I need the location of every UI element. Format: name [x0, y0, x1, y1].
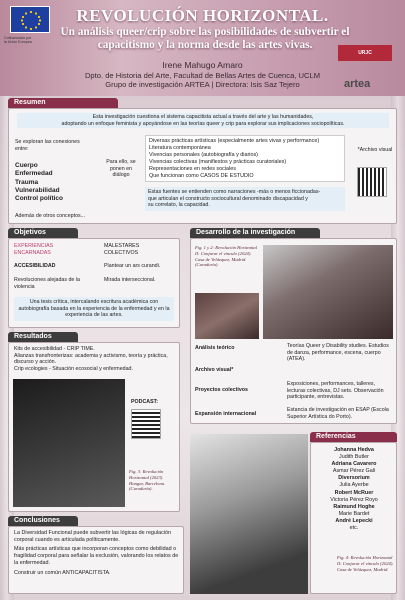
conclusions-list — [14, 530, 180, 576]
conclusion-item: Construir un común ANTICAPACITISTA. — [14, 569, 111, 576]
fig4-caption: Fig. 4: Revolución Horizontal II: Conjurar el vínculo (2024). Casa de Velázquez, Madrid. — [337, 555, 394, 572]
theoretical-analysis-text: Teorías Queer y Disability studies. Estudios de danza, performance, escena, cuerpo (ATEA). — [287, 343, 389, 363]
poster-title: REVOLUCIÓN HORIZONTAL. — [76, 6, 329, 25]
reference-item: Asmar Pérez Gali — [332, 468, 376, 475]
reference-item: etc. — [349, 525, 359, 532]
dialogue-note: Para ello, se ponen en diálogo — [106, 159, 136, 179]
exhibition-photo — [195, 293, 259, 339]
eu-caption-line: Cofinanciado por — [4, 36, 32, 40]
objective-ars-curandi: Plantear un ars curandi. — [104, 263, 161, 269]
fig1-caption: Fig. 1 y 2: Revolución Horizontal II: Conjurar el vínculo (2024). Casa de Velázquez, Madrid. (Curaduría). — [195, 245, 258, 268]
reference-item: Judith Butler — [339, 454, 369, 461]
reference-item: Marie Bardet — [338, 510, 370, 517]
resultados-box — [8, 342, 180, 512]
collective-projects-text: Exposiciones, performances, talleres, lecturas colectivas, DJ sets. Observación participante, entrevistas. — [287, 381, 384, 401]
eu-caption-line: la Unión Europea — [4, 40, 32, 45]
objetivos-heading: Objetivos — [8, 228, 78, 238]
referencias-heading: Referencias — [310, 432, 397, 442]
reference-item: Johanna Hedva — [334, 447, 374, 453]
practice-item: Diversas prácticas artísticas (especialmente artes vivas y performance) — [149, 138, 320, 144]
left-intro: Se exploran las conexiones — [15, 139, 80, 145]
practice-item: Literatura contemporánea — [149, 144, 211, 151]
left-outro: Además de otros conceptos... — [15, 213, 86, 220]
concept-item: Cuerpo — [15, 162, 38, 170]
reference-item: André Lepecki — [335, 517, 373, 524]
resumen-box — [8, 108, 397, 224]
reference-item: Julia Ayerbe — [339, 482, 369, 489]
resumen-intro — [17, 113, 389, 128]
intro-line: Esta investigación cuestiona el sistema capacitista actual a través del arte y las humanidades, — [92, 114, 314, 120]
objetivos-box — [8, 238, 180, 328]
podcast-label: PODCAST: — [131, 399, 159, 405]
objective-revolutions: Revoluciones alejadas de la violencia — [14, 277, 80, 290]
intro-line: adoptando un enfoque feminista y apoyándose en las teorías queer y crip para explorar sus implicaciones sociopolíticas. — [61, 120, 345, 127]
exhibition-photo — [263, 245, 393, 339]
left-intro: entre: — [15, 145, 29, 152]
artea-logo: artea — [344, 78, 371, 90]
practice-item: Vivencias colectivas (manifiestos y prácticas curatoriales) — [149, 158, 287, 165]
fig3-caption: Fig. 3: Revolución Horizontal (2023). Hangar, Barcelona. (Curaduría). — [129, 469, 166, 492]
concept-list — [15, 162, 95, 203]
resumen-conclusion — [145, 187, 345, 211]
referencias-box — [310, 442, 397, 594]
podcast-qr-code[interactable] — [131, 409, 161, 439]
conclusion-item: La Diversidad Funcional puede subvertir las lógicas de regulación corporal cuando es articulada políticamente. — [14, 530, 172, 543]
international-expansion-label: Expansión internacional — [195, 411, 257, 417]
resumen-heading: Resumen — [8, 98, 118, 108]
conclusiones-box — [8, 526, 184, 594]
reference-item: Victoria Pérez Royo — [330, 496, 378, 503]
performance-photo — [13, 379, 125, 507]
reference-item: Robert McRuer — [334, 489, 374, 496]
concept-item: Enfermedad — [15, 170, 53, 178]
conclusion-line: Estas fuentes se entienden como narraciones -más o menos ficcionadas- — [148, 189, 321, 195]
objective-intersectional: Mirada interseccional. — [104, 277, 156, 283]
objective-accessibility: ACCESIBILIDAD — [14, 263, 56, 269]
practice-item: Vivencias personales (autobiografía y diarios) — [149, 151, 258, 158]
result-item: Alianzas transfronterizas: academia y activismo, teoría y práctica, discurso y acción. — [14, 352, 168, 366]
conclusion-line: su correlato, la capacidad. — [148, 202, 210, 209]
concept-item: Trauma — [15, 178, 39, 186]
urjc-logo: URJC — [338, 45, 392, 61]
concept-item: Control político — [15, 195, 64, 202]
reference-item: Diversorium — [338, 475, 370, 482]
theoretical-analysis-label: Análisis teórico — [195, 345, 235, 351]
affiliation: Dpto. de Historia del Arte, Facultad de Bellas Artes de Cuenca, UCLM — [84, 70, 321, 80]
resultados-heading: Resultados — [8, 332, 78, 342]
author-name: Irene Mahugo Amaro — [162, 60, 243, 70]
thesis-statement: Una tesis crítica, intercalando escritura académica con autobiografía basada en la experiencia de la enfermedad y en la experiencia de las artes. — [14, 297, 174, 321]
conclusion-line: que articulan el constructo sociocultural denominado discapacidad y — [148, 195, 308, 202]
research-group: Grupo de investigación ARTEA | Directora: Isis Saz Tejero — [105, 80, 300, 90]
archive-qr-code[interactable] — [357, 167, 387, 197]
international-expansion-text: Estancia de investigación en ESAP (Escola Superior Artística do Porto). — [287, 407, 389, 420]
resumen-left-col — [15, 139, 95, 220]
conclusion-item: Más prácticas artísticas que incorporan conceptos como debilidad o fragilidad corporal para señalar la exclusión, valorando los relatos de la enfermedad. — [14, 546, 179, 566]
results-list — [14, 346, 176, 372]
poster-subtitle — [40, 26, 370, 52]
objective-embodied: EXPERIENCIAS ENCARNADAS — [14, 243, 54, 256]
practice-item: Que funcionan como CASOS DE ESTUDIO — [149, 172, 254, 179]
objective-malaise: MALESTARES COLECTIVOS — [104, 243, 140, 256]
reference-item: Raimund Hoghe — [333, 503, 375, 510]
collective-projects-label: Proyectos colectivos — [195, 387, 248, 393]
visual-archive-label: Archivo visual* — [195, 367, 234, 373]
subtitle-line: Un análisis queer/crip sobre las posibilidades de subvertir el — [60, 26, 350, 38]
conclusiones-heading: Conclusiones — [8, 516, 78, 526]
references-list — [315, 447, 393, 532]
concept-item: Vulnerabilidad — [15, 186, 60, 194]
reference-item: Adriana Cavarero — [331, 461, 377, 468]
desarrollo-box — [190, 238, 397, 424]
archive-label: *Archivo visual — [357, 147, 393, 153]
subtitle-line: capacitismo y la norma desde las artes vivas. — [97, 39, 313, 51]
fig4-photo — [190, 434, 308, 594]
practices-list — [145, 135, 345, 182]
author-block — [70, 61, 335, 90]
result-item: Kits de accesibilidad - CRIP TIME. — [14, 346, 95, 352]
practice-item: Representaciones en redes sociales — [149, 165, 236, 172]
desarrollo-heading: Desarrollo de la investigación — [190, 228, 320, 238]
result-item: Crip ecologies - Situación ecosocial y enfermedad. — [14, 365, 133, 372]
